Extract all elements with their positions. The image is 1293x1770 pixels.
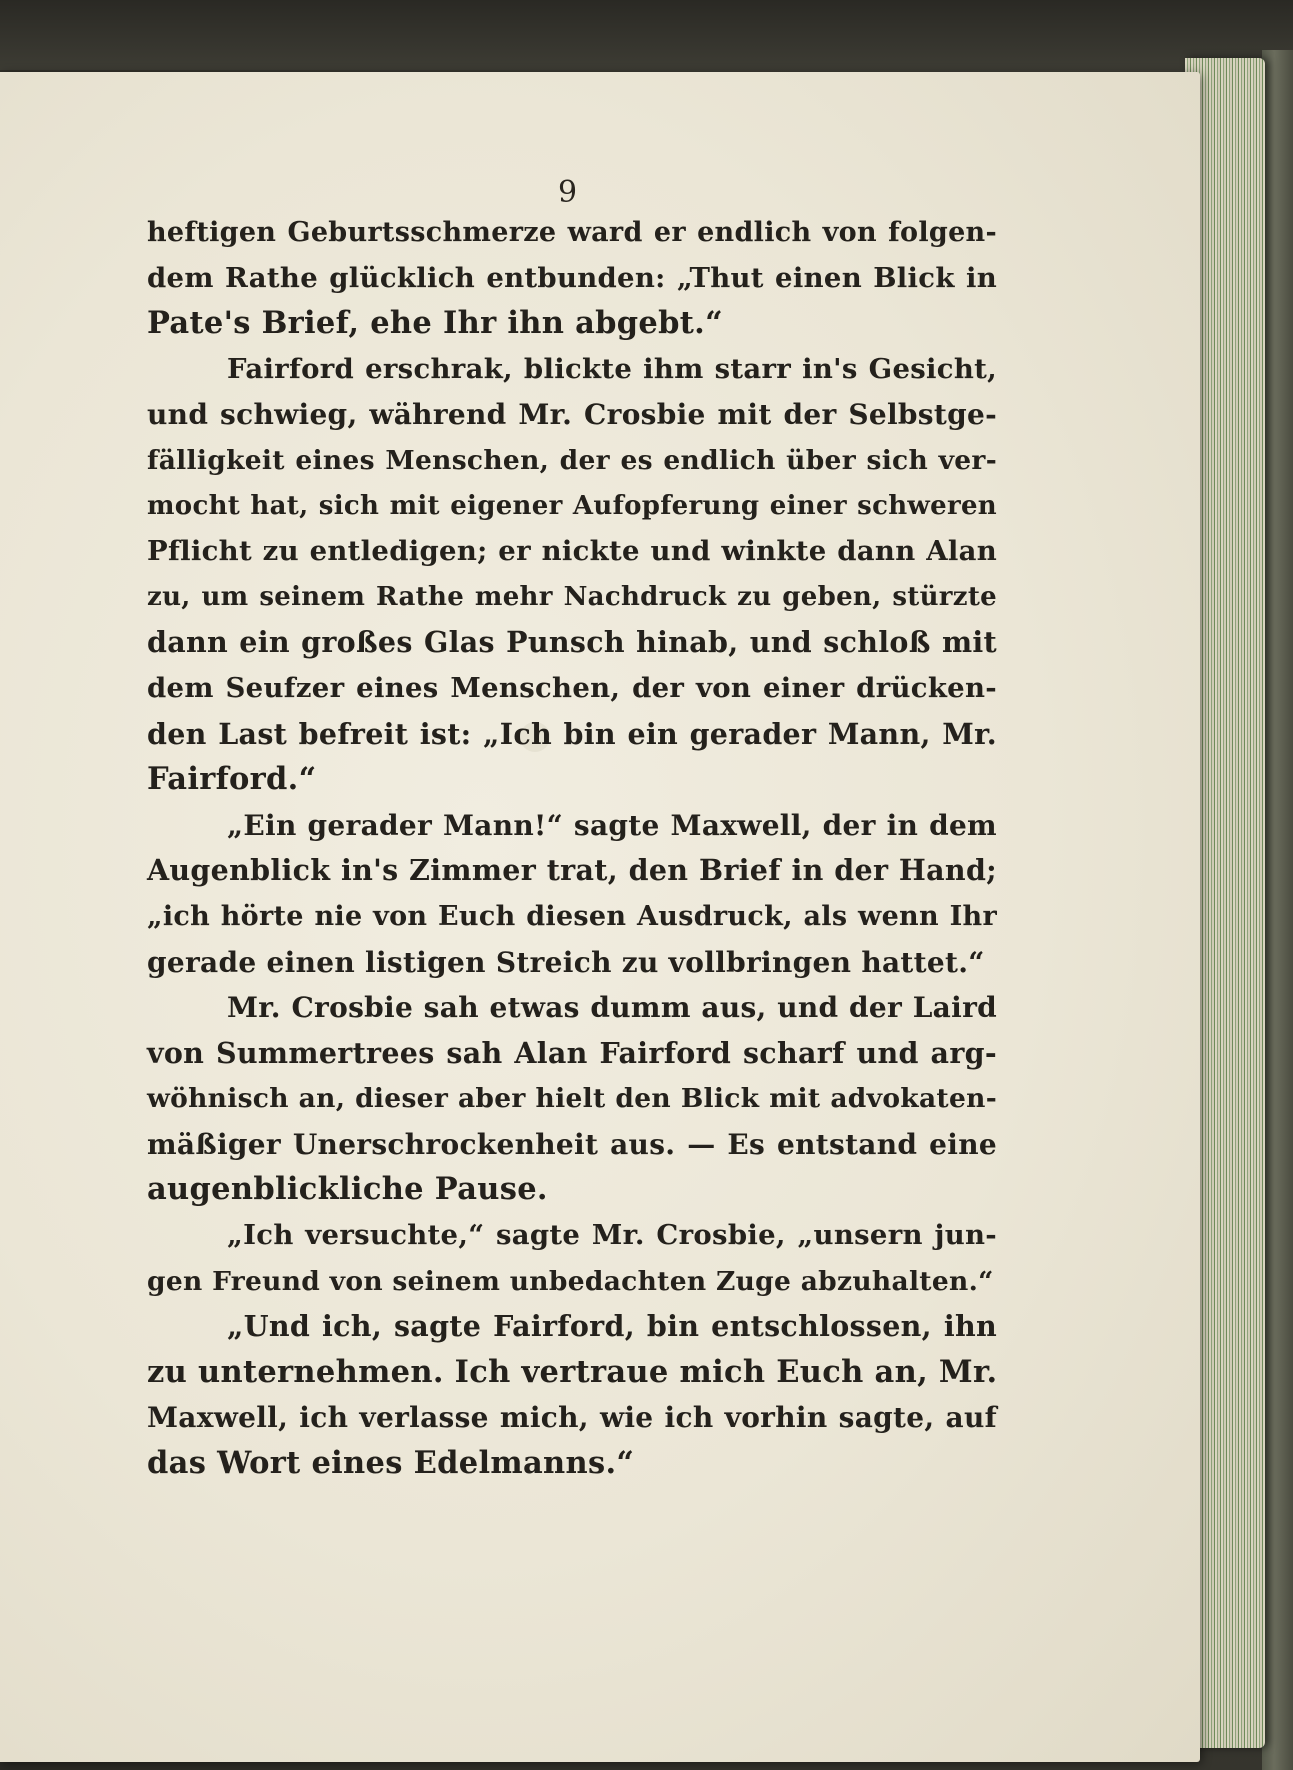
text-line: Mr. Crosbie sah etwas dumm aus, und der Laird <box>227 991 997 1025</box>
text-line: Maxwell, ich verlasse mich, wie ich vorhin sagte, auf <box>147 1401 997 1435</box>
text-line: dem Seufzer eines Menschen, der von einer drücken- <box>147 671 997 704</box>
text-line: heftigen Geburtsschmerze ward er endlich von folgen- <box>147 217 997 248</box>
text-line: zu, um seinem Rathe mehr Nachdruck zu geben, stürzte <box>147 581 997 612</box>
text-line: gen Freund von seinem unbedachten Zuge abzuhalten.“ <box>147 1265 994 1297</box>
page-text <box>147 210 997 1487</box>
text-line: dann ein großes Glas Punsch hinab, und schloß mit <box>147 625 997 660</box>
page-number: 9 <box>558 175 578 210</box>
text-line: dem Rathe glücklich entbunden: „Thut einen Blick in <box>147 261 997 294</box>
text-line: „Und ich, sagte Fairford, bin entschlossen, ihn <box>227 1309 997 1344</box>
text-line: Fairford.“ <box>147 761 317 798</box>
text-line: Fairford erschrak, blickte ihm starr in's Gesicht, <box>227 352 997 385</box>
text-line: wöhnisch an, dieser aber hielt den Blick mit advokaten- <box>147 1083 997 1115</box>
text-line: augenblickliche Pause. <box>147 1171 548 1208</box>
text-line: mocht hat, sich mit eigener Aufopferung einer schweren <box>147 490 997 521</box>
text-line: „Ein gerader Mann!“ sagte Maxwell, der in dem <box>227 808 997 842</box>
text-line: „ich hörte nie von Euch diesen Ausdruck, als wenn Ihr <box>147 900 997 932</box>
text-line: Pate's Brief, ehe Ihr ihn abgebt.“ <box>147 305 723 342</box>
text-line: gerade einen listigen Streich zu vollbringen hattet.“ <box>147 945 985 979</box>
text-line: von Summertrees sah Alan Fairford scharf und arg- <box>147 1035 997 1070</box>
text-line: fälligkeit eines Menschen, der es endlich über sich ver- <box>147 444 997 476</box>
text-line: „Ich versuchte,“ sagte Mr. Crosbie, „unsern jun- <box>227 1219 997 1252</box>
text-line: und schwieg, während Mr. Crosbie mit der Selbstge- <box>147 398 997 432</box>
text-line: Pflicht zu entledigen; er nickte und winkte dann Alan <box>147 535 997 568</box>
book-cover-top <box>0 0 1293 70</box>
text-line: den Last befreit ist: „Ich bin ein gerader Mann, Mr. <box>147 716 997 751</box>
text-line: zu unternehmen. Ich vertraue mich Euch an, Mr. <box>147 1353 998 1390</box>
book-cover-edge <box>1262 50 1293 1770</box>
text-line: Augenblick in's Zimmer trat, den Brief in der Hand; <box>147 853 997 888</box>
text-line: das Wort eines Edelmanns.“ <box>147 1445 635 1482</box>
text-line: mäßiger Unerschrockenheit aus. — Es entstand eine <box>147 1127 997 1161</box>
